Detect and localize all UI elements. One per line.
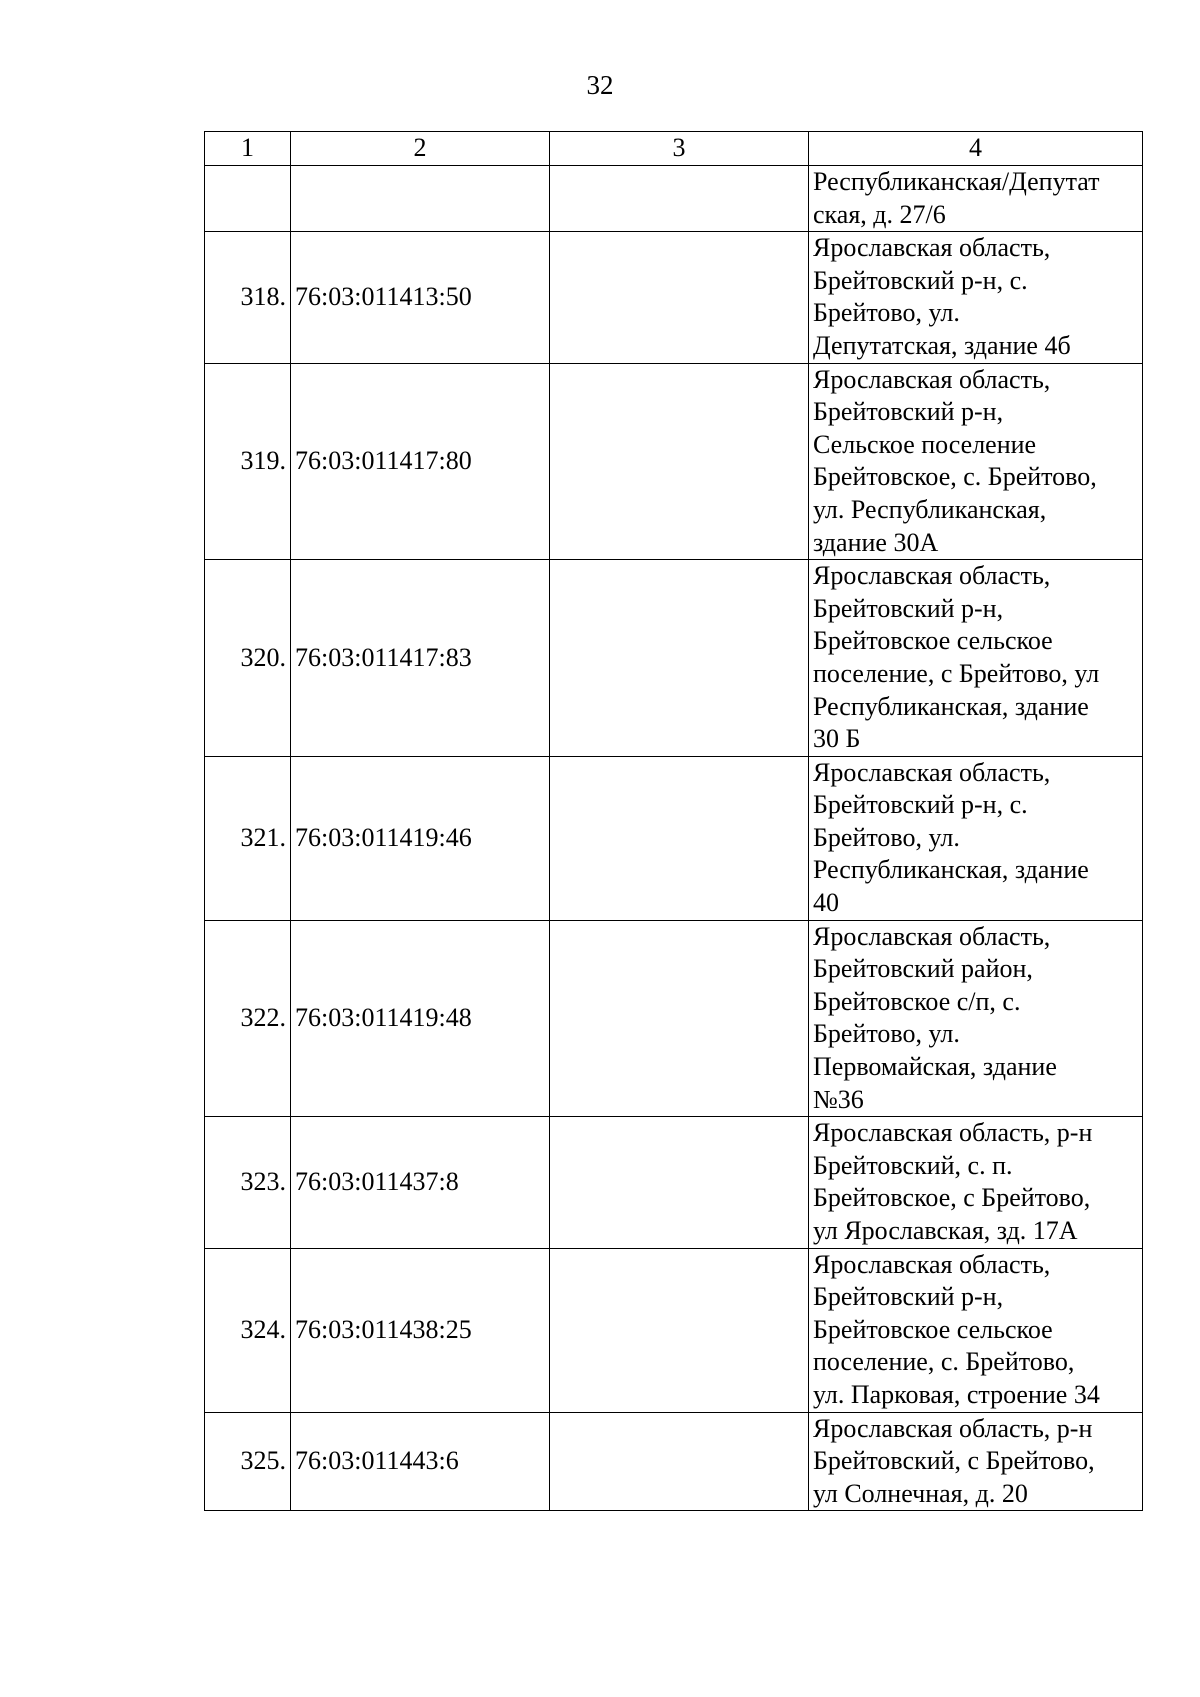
address-cell: Ярославская область, Брейтовский р-н, с. Брейтово, ул. Республиканская, здание 40: [809, 756, 1143, 920]
column-header: 4: [809, 132, 1143, 166]
row-number: 321.: [205, 756, 291, 920]
row-number: 322.: [205, 920, 291, 1117]
column-header: 1: [205, 132, 291, 166]
table-row: [205, 363, 1143, 560]
table-row: [205, 1248, 1143, 1412]
address-cell: Республиканская/Депутат ская, д. 27/6: [809, 166, 1143, 232]
registry-table: [204, 131, 1143, 1511]
table-row: [205, 560, 1143, 757]
column-3-cell: [550, 1117, 809, 1248]
column-3-cell: [550, 232, 809, 363]
cadastral-number: [291, 166, 550, 232]
column-3-cell: [550, 560, 809, 757]
cadastral-number: 76:03:011413:50: [291, 232, 550, 363]
row-number: [205, 166, 291, 232]
column-3-cell: [550, 920, 809, 1117]
page-number: 32: [586, 70, 614, 100]
cadastral-number: 76:03:011417:83: [291, 560, 550, 757]
column-header: 3: [550, 132, 809, 166]
column-3-cell: [550, 1248, 809, 1412]
address-cell: Ярославская область, Брейтовский район, Брейтовское с/п, с. Брейтово, ул. Первомайская, здание №36: [809, 920, 1143, 1117]
table-row: [205, 756, 1143, 920]
row-number: 318.: [205, 232, 291, 363]
column-header: 2: [291, 132, 550, 166]
address-cell: Ярославская область, р-н Брейтовский, с Брейтово, ул Солнечная, д. 20: [809, 1412, 1143, 1511]
address-cell: Ярославская область, р-н Брейтовский, с. п. Брейтовское, с Брейтово, ул Ярославская, зд. 17А: [809, 1117, 1143, 1248]
table-row: [205, 920, 1143, 1117]
row-number: 324.: [205, 1248, 291, 1412]
table-row: [205, 166, 1143, 232]
cadastral-number: 76:03:011419:48: [291, 920, 550, 1117]
address-cell: Ярославская область, Брейтовский р-н, Сельское поселение Брейтовское, с. Брейтово, ул. Республиканская, здание 30А: [809, 363, 1143, 560]
cadastral-number: 76:03:011443:6: [291, 1412, 550, 1511]
row-number: 323.: [205, 1117, 291, 1248]
cadastral-number: 76:03:011417:80: [291, 363, 550, 560]
address-cell: Ярославская область, Брейтовский р-н, с. Брейтово, ул. Депутатская, здание 4б: [809, 232, 1143, 363]
table-row: [205, 1412, 1143, 1511]
column-3-cell: [550, 166, 809, 232]
cadastral-number: 76:03:011438:25: [291, 1248, 550, 1412]
row-number: 325.: [205, 1412, 291, 1511]
table-row: [205, 232, 1143, 363]
column-3-cell: [550, 756, 809, 920]
cadastral-number: 76:03:011419:46: [291, 756, 550, 920]
row-number: 320.: [205, 560, 291, 757]
table-header-row: [205, 132, 1143, 166]
column-3-cell: [550, 363, 809, 560]
address-cell: Ярославская область, Брейтовский р-н, Брейтовское сельское поселение, с. Брейтово, ул. Парковая, строение 34: [809, 1248, 1143, 1412]
cadastral-number: 76:03:011437:8: [291, 1117, 550, 1248]
address-cell: Ярославская область, Брейтовский р-н, Брейтовское сельское поселение, с Брейтово, ул Республиканская, здание 30 Б: [809, 560, 1143, 757]
row-number: 319.: [205, 363, 291, 560]
table-row: [205, 1117, 1143, 1248]
column-3-cell: [550, 1412, 809, 1511]
